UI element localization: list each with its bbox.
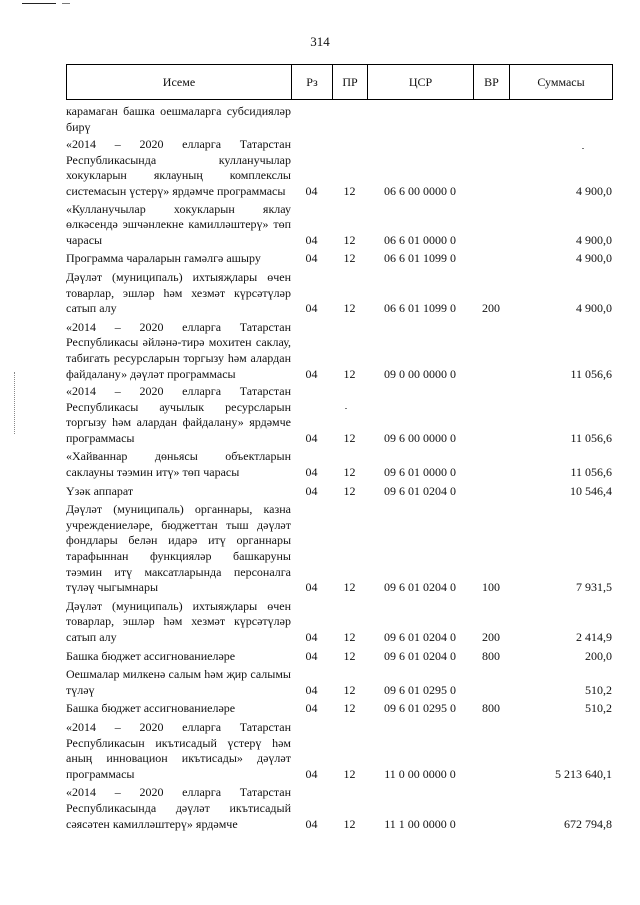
- row-rz: 04: [305, 183, 318, 198]
- row-name: «2014 – 2020 елларга Татарстан Республикасын икътисадый үстерү һәм аның инновацион икътисады» дәүләт программасы: [66, 719, 291, 781]
- row-pr: 12: [343, 648, 356, 663]
- header-rz: Рз: [292, 65, 333, 100]
- row-name: Үзәк аппарат: [66, 483, 134, 498]
- row-name: «2014 – 2020 елларга Татарстан Республикасы әйләнә-тирә мохитен саклау, табигать ресурсларын торгызу һәм алардан файдалану» дәүләт программасы: [66, 319, 291, 381]
- table-row: [66, 384, 612, 446]
- table-row: [66, 649, 612, 665]
- row-csr: 06 6 01 0000 0: [384, 232, 456, 247]
- row-rz: 04: [305, 366, 318, 381]
- row-csr: 09 0 00 0000 0: [384, 366, 456, 381]
- row-csr: 09 6 01 0000 0: [384, 465, 456, 480]
- row-rz: 04: [305, 251, 318, 266]
- row-vr: 800: [482, 648, 500, 663]
- row-name: Оешмалар милкенә салым һәм җир салымы түләү: [66, 667, 291, 697]
- row-csr: 11 1 00 0000 0: [384, 816, 456, 831]
- table-row: [66, 720, 612, 782]
- row-amount: 10 546,4: [570, 483, 612, 498]
- row-csr: 09 6 01 0204 0: [384, 483, 456, 498]
- row-rz: 04: [305, 301, 318, 316]
- row-rz: 04: [305, 766, 318, 781]
- row-name: «Кулланучылар хокукларын яклау өлкәсендә эшчәнлекне камилләштерү» төп чарасы: [66, 201, 291, 247]
- header-amount: Суммасы: [510, 65, 613, 100]
- row-name: «2014 – 2020 елларга Татарстан Республикасында кулланучылар хокукларын яклауның комплекслы системасын үстерү» ярдәмче программасы: [66, 137, 291, 198]
- row-amount: 510,2: [585, 682, 612, 697]
- row-name: Дәүләт (муниципаль) органнары, казна учреждениеләре, бюджеттан тыш дәүләт фондлары белән идарә итү органнары тарафыннан функцияләр башкаруны тәэмин итү максатларында персоналга түләү чыгымнары: [66, 502, 291, 595]
- table-row: [66, 667, 612, 698]
- header-vr: ВР: [474, 65, 510, 100]
- row-name: Дәүләт (муниципаль) ихтыяҗлары өчен товарлар, эшләр һәм хезмәт күрсәтүләр сатып алу: [66, 269, 291, 316]
- table-row: [66, 484, 612, 500]
- row-csr: 09 6 01 0204 0: [384, 648, 456, 663]
- table-row: [66, 137, 612, 199]
- row-csr: 09 6 01 0204 0: [384, 580, 456, 595]
- table-row: [66, 104, 612, 135]
- row-rz: 04: [305, 682, 318, 697]
- row-pr: 12: [343, 630, 356, 644]
- row-vr: 200: [482, 630, 500, 644]
- header-pr: ПР: [333, 65, 368, 100]
- row-pr: 12: [343, 766, 356, 781]
- row-csr: 11 0 00 0000 0: [384, 766, 456, 781]
- row-amount: 5 213 640,1: [555, 766, 612, 781]
- page-number: 314: [310, 34, 330, 49]
- row-vr: 200: [482, 301, 500, 316]
- row-amount: 11 056,6: [570, 366, 612, 381]
- row-pr: 12: [343, 301, 356, 316]
- header-name: Исеме: [67, 65, 292, 100]
- row-pr: 12: [343, 465, 356, 480]
- table-row: [66, 502, 612, 596]
- row-pr: 12: [343, 816, 356, 831]
- table-body: [66, 104, 612, 832]
- row-pr: 12: [343, 580, 356, 595]
- row-rz: 04: [305, 430, 318, 445]
- row-amount: 4 900,0: [576, 232, 612, 247]
- table-row: [66, 449, 612, 480]
- row-pr: 12: [343, 232, 356, 247]
- table-row: [66, 701, 612, 717]
- row-rz: 04: [305, 483, 318, 498]
- row-csr: 06 6 01 1099 0: [384, 301, 456, 316]
- corner-dash: [62, 3, 70, 4]
- row-rz: 04: [305, 232, 318, 247]
- row-pr: 12: [343, 251, 356, 266]
- row-amount: 11 056,6: [570, 430, 612, 445]
- row-amount: 4 900,0: [576, 301, 612, 316]
- scan-dot: [345, 408, 347, 409]
- row-csr: 06 6 01 1099 0: [384, 251, 456, 266]
- row-amount: 672 794,8: [564, 816, 612, 831]
- row-pr: 12: [343, 483, 356, 498]
- table-row: [66, 785, 612, 832]
- scan-dot: [582, 148, 584, 149]
- row-name: «2014 – 2020 елларга Татарстан Республикасында дәүләт икътисадый сәясәтен камилләштерү» ярдәмче: [66, 785, 291, 831]
- row-rz: 04: [305, 630, 318, 644]
- table-row: [66, 270, 612, 317]
- table-row: [66, 320, 612, 382]
- row-amount: 4 900,0: [576, 251, 612, 266]
- corner-mark: [22, 3, 56, 4]
- row-rz: 04: [305, 580, 318, 595]
- row-name: «Хайваннар дөньясы объектларын саклауны тәэмин итү» төп чарасы: [66, 449, 291, 480]
- row-rz: 04: [305, 465, 318, 480]
- row-name: Башка бюджет ассигнованиеләре: [66, 648, 236, 663]
- row-name: Дәүләт (муниципаль) ихтыяҗлары өчен товарлар, эшләр һәм хезмәт күрсәтүләр сатып алу: [66, 598, 291, 644]
- row-amount: 200,0: [585, 648, 612, 663]
- table-header: [66, 64, 613, 100]
- row-amount: 7 931,5: [576, 580, 612, 595]
- row-name: Программа чараларын гамәлгә ашыру: [66, 251, 261, 266]
- row-name: карамаган башка оешмаларга субсидияләр бирү: [66, 104, 291, 134]
- row-csr: 09 6 00 0000 0: [384, 430, 456, 445]
- row-csr: 09 6 01 0204 0: [384, 630, 456, 644]
- row-pr: 12: [343, 682, 356, 697]
- row-name: «2014 – 2020 елларга Татарстан Республикасы аучылык ресурсларын торгызу һәм алардан файдалану» ярдәмче программасы: [66, 384, 291, 445]
- row-amount: 2 414,9: [576, 630, 612, 644]
- row-pr: 12: [343, 366, 356, 381]
- table-row: [66, 202, 612, 249]
- row-pr: 12: [343, 701, 356, 716]
- table-row: [66, 599, 612, 646]
- row-amount: 4 900,0: [576, 183, 612, 198]
- row-csr: 09 6 01 0295 0: [384, 701, 456, 716]
- row-amount: 11 056,6: [570, 465, 612, 480]
- row-csr: 09 6 01 0295 0: [384, 682, 456, 697]
- margin-mark: [14, 372, 15, 434]
- row-amount: 510,2: [585, 701, 612, 716]
- row-name: Башка бюджет ассигнованиеләре: [66, 701, 236, 716]
- row-rz: 04: [305, 648, 318, 663]
- row-pr: 12: [343, 183, 356, 198]
- row-rz: 04: [305, 701, 318, 716]
- row-vr: 800: [482, 701, 500, 716]
- row-rz: 04: [305, 816, 318, 831]
- table-row: [66, 251, 612, 267]
- row-csr: 06 6 00 0000 0: [384, 183, 456, 198]
- row-vr: 100: [482, 580, 500, 595]
- header-csr: ЦСР: [368, 65, 474, 100]
- row-pr: 12: [343, 430, 356, 445]
